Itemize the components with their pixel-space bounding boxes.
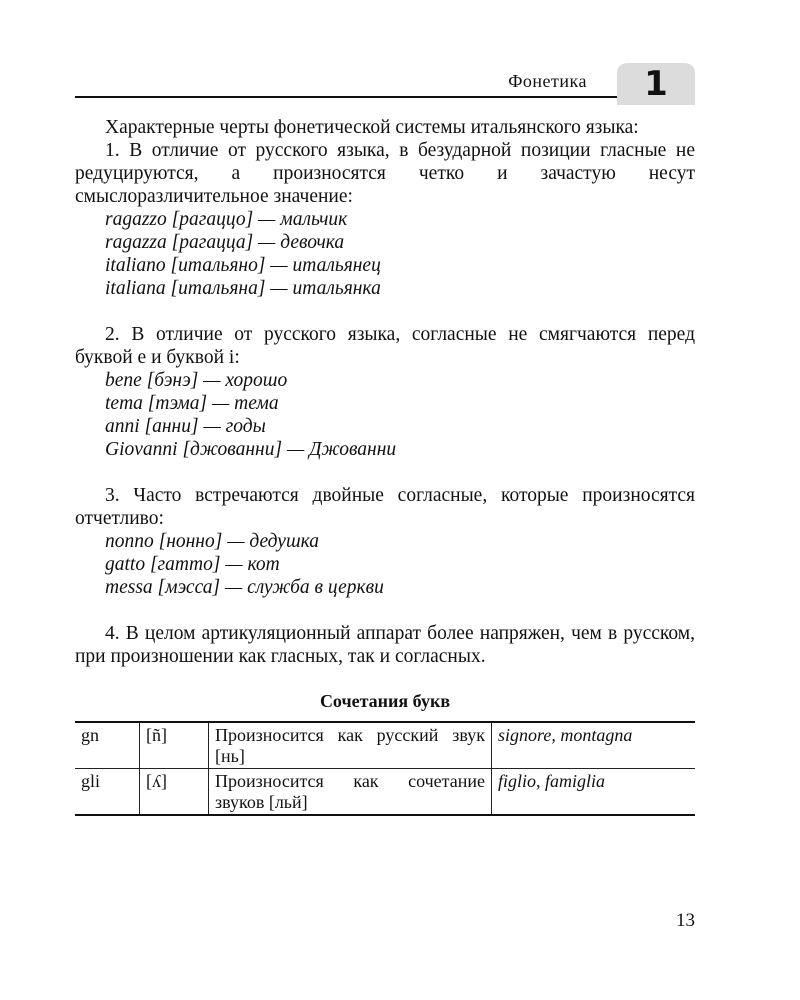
example-item: ragazza [рагацца] — девочка: [105, 232, 345, 253]
point-4-text: 4. В целом артикуляционный аппарат более напряжен, чем в русском, при произношении как гласных, так и согласных.: [75, 623, 695, 667]
table-cell-examples: figlio, famiglia: [492, 769, 696, 816]
table-cell-letters: gli: [75, 769, 140, 816]
table-cell-description: Произносится как сочетание звуков [льй]: [209, 769, 492, 816]
point-1-text: 1. В отличие от русского языка, в безударной позиции гласные не редуцируются, а произносятся четко и зачастую несут смыслоразличительное значение:: [75, 140, 695, 207]
intro-paragraph: Характерные черты фонетической системы итальянского языка:: [105, 117, 639, 138]
example-item: italiano [итальяно] — итальянец: [105, 255, 381, 276]
table-row: [75, 722, 695, 769]
table-cell-description: Произносится как русский звук [нь]: [209, 722, 492, 769]
example-item: ragazzo [рагаццо] — мальчик: [105, 209, 348, 230]
letter-combinations-table: [75, 721, 695, 816]
page-number: 13: [676, 910, 695, 931]
example-item: messa [мэсса] — служба в церкви: [105, 577, 384, 598]
point-2-examples: [75, 369, 695, 461]
example-item: tema [тэма] — тема: [105, 393, 279, 414]
table-row: [75, 769, 695, 816]
example-item: nonno [нонно] — дедушка: [105, 531, 320, 552]
example-item: Giovanni [джованни] — Джованни: [105, 439, 397, 460]
example-item: italiana [итальяна] — итальянка: [105, 278, 381, 299]
chapter-tab: 1: [617, 63, 695, 105]
example-item: gatto [гатто] — кот: [105, 554, 280, 575]
page-content: [75, 116, 695, 816]
example-item: bene [бэнэ] — хорошо: [105, 370, 288, 391]
header-rule: [75, 96, 627, 98]
example-item: anni [анни] — годы: [105, 416, 266, 437]
point-3-text: 3. Часто встречаются двойные согласные, которые произносятся отчетливо:: [75, 485, 695, 529]
table-cell-letters: gn: [75, 722, 140, 769]
table-cell-transcription: [ñ]: [140, 722, 209, 769]
section-title: Фонетика: [508, 71, 587, 91]
point-3-examples: [75, 530, 695, 599]
table-cell-transcription: [ʎ]: [140, 769, 209, 816]
table-title: Сочетания букв: [319, 691, 451, 711]
point-2-text: 2. В отличие от русского языка, согласные не смягчаются перед буквой е и буквой i:: [75, 324, 695, 368]
running-header: [75, 63, 695, 104]
point-1-examples: [75, 208, 695, 300]
table-cell-examples: signore, montagna: [492, 722, 696, 769]
